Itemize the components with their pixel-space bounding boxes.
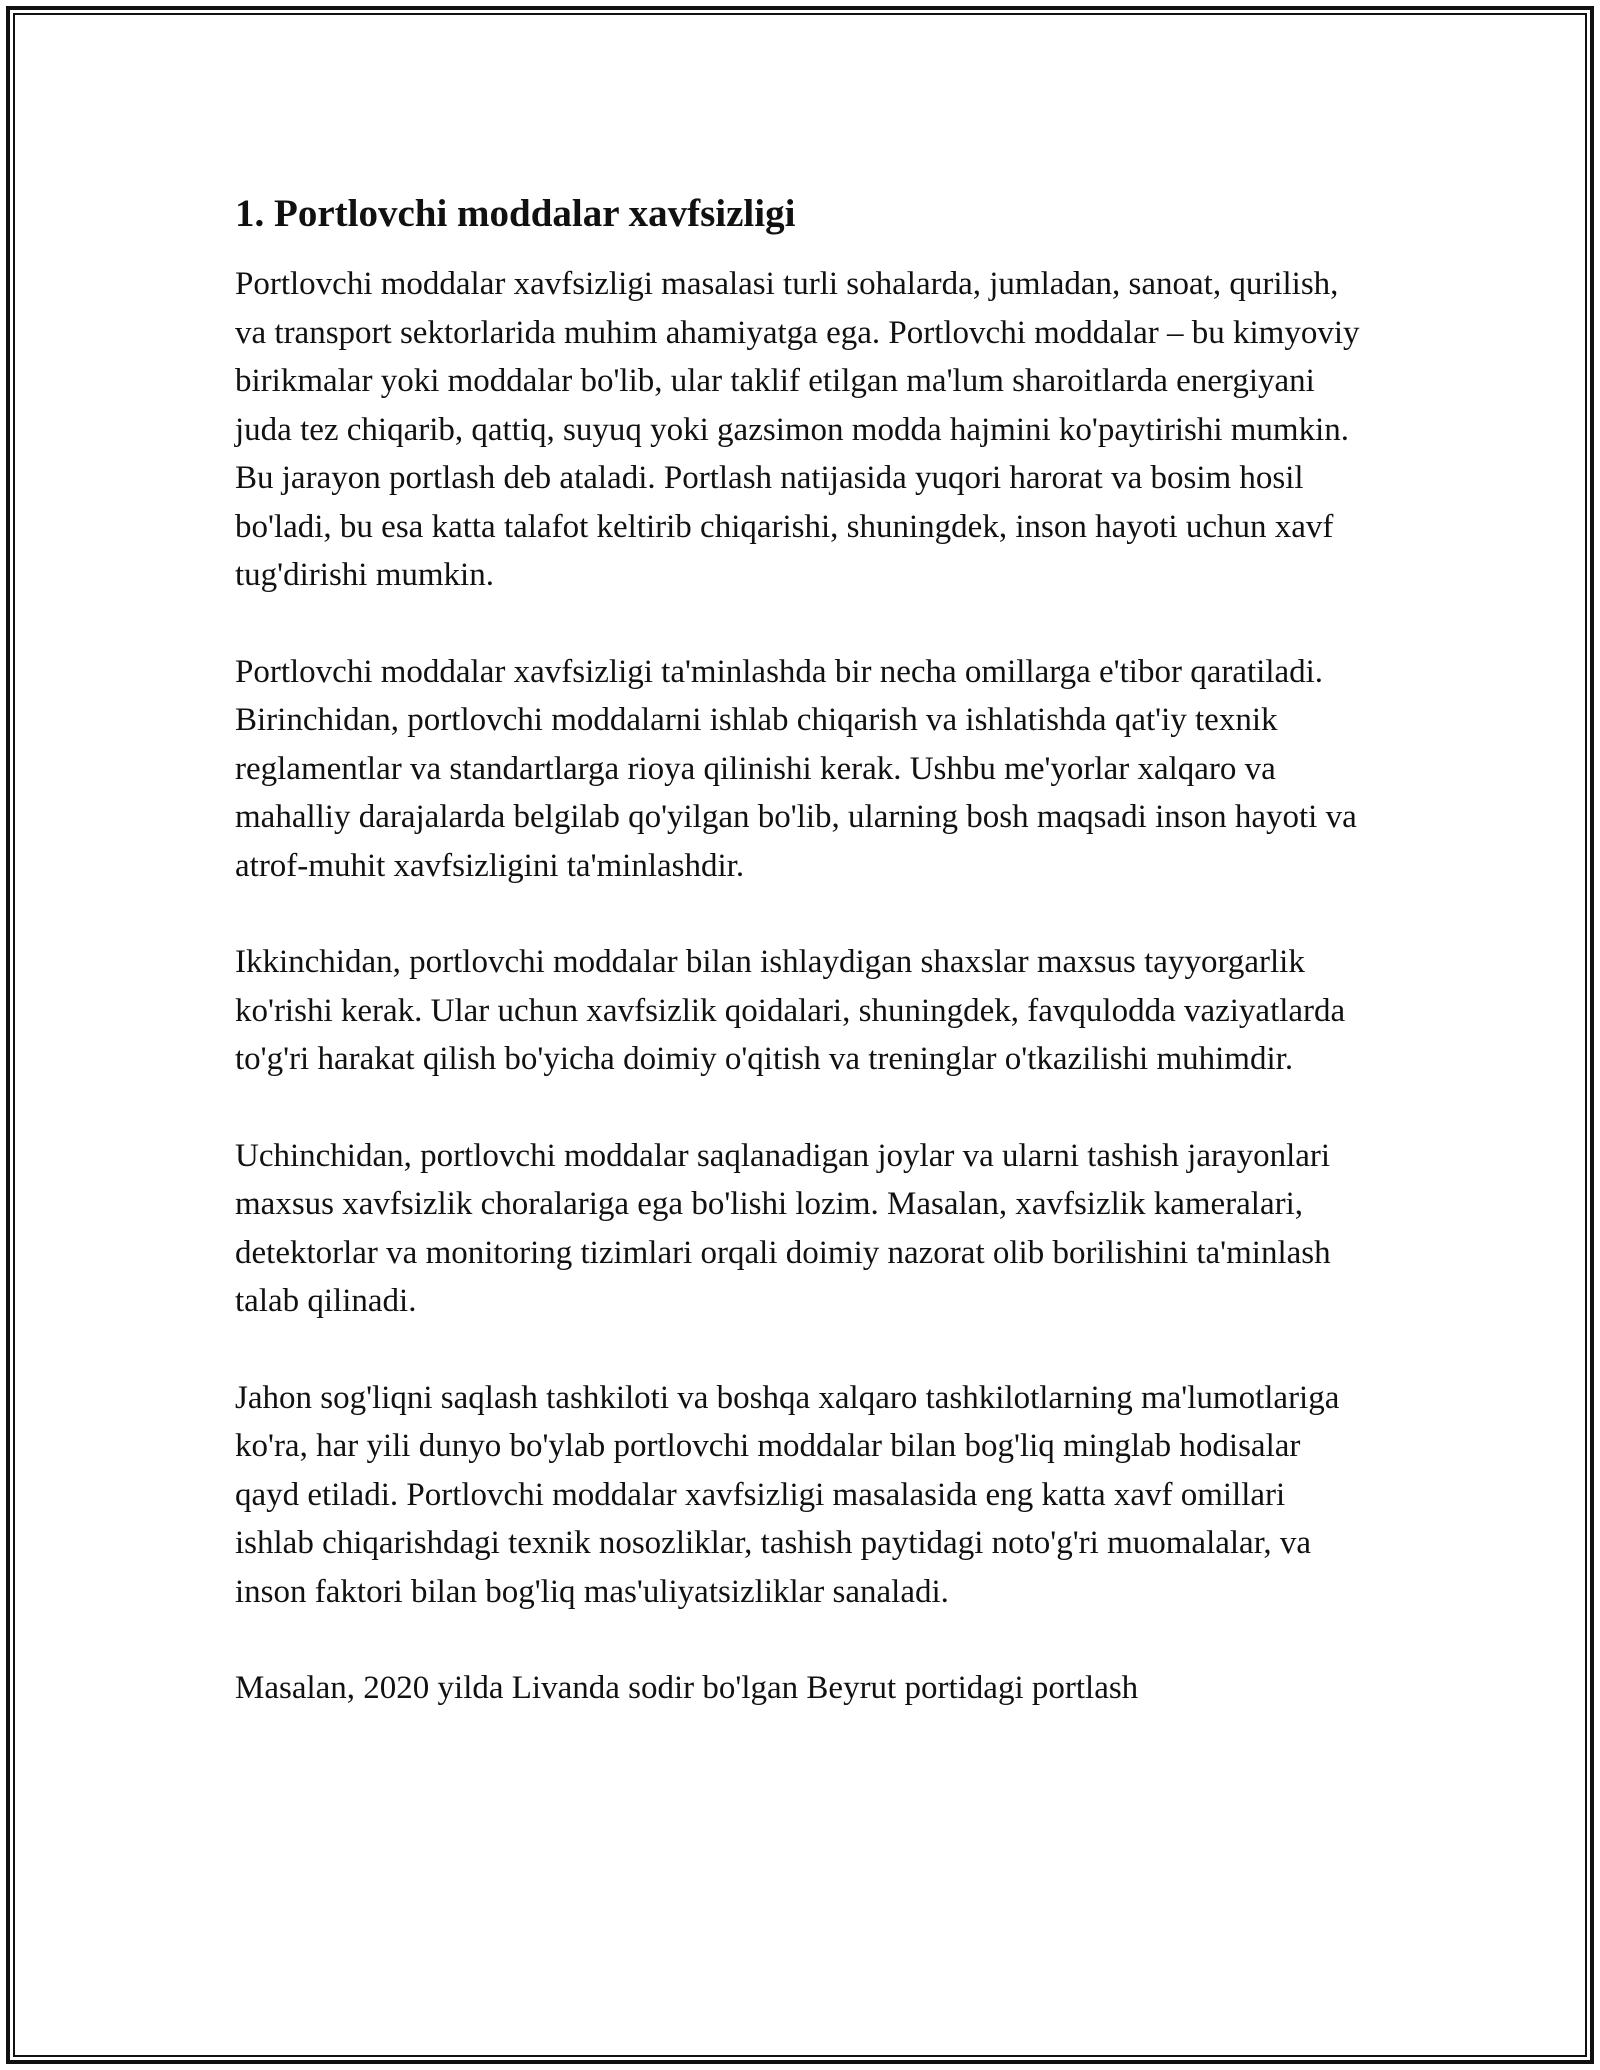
paragraph-training: Ikkinchidan, portlovchi moddalar bilan ishlaydigan shaxslar maxsus tayyorgarlik ko'rishi kerak. Ular uchun xavfsizlik qoidalari, shuningdek, favqulodda vaziyatlarda to'g'ri harakat qilish bo'yicha doimiy o'qitish va treninglar o'tkazilishi muhimdir. [235, 944, 1346, 1077]
paragraph-factors: Portlovchi moddalar xavfsizligi ta'minlashda bir necha omillarga e'tibor qaratiladi. Birinchidan, portlovchi moddalarni ishlab chiqarish va ishlatishda qat'iy texnik reglamentlar va standartlarga rioya qilinishi kerak. Ushbu me'yorlar xalqaro va mahalliy darajalarda belgilab qo'yilgan bo'lib, ularning bosh maqsadi inson hayoti va atrof-muhit xavfsizligini ta'minlashdir. [235, 653, 1357, 884]
section-heading: 1. Portlovchi moddalar xavfsizligi [235, 192, 796, 235]
paragraph-statistics: Jahon sog'liqni saqlash tashkiloti va boshqa xalqaro tashkilotlarning ma'lumotlariga ko'ra, har yili dunyo bo'ylab portlovchi moddalar bilan bog'liq minglab hodisalar qayd etiladi. Portlovchi moddalar xavfsizligi masalasida eng katta xavf omillari ishlab chiqarishdagi texnik nosozliklar, tashish paytidagi noto'g'ri muomalalar, va inson faktori bilan bog'liq mas'uliyatsizliklar sanaladi. [235, 1379, 1340, 1610]
paragraph-intro: Portlovchi moddalar xavfsizligi masalasi turli sohalarda, jumladan, sanoat, qurilish, va transport sektorlarida muhim ahamiyatga ega. Portlovchi moddalar – bu kimyoviy birikmalar yoki moddalar bo'lib, ular taklif etilgan ma'lum sharoitlarda energiyani juda tez chiqarib, qattiq, suyuq yoki gazsimon modda hajmini ko'paytirishi mumkin. Bu jarayon portlash deb ataladi. Portlash natijasida yuqori harorat va bosim hosil bo'ladi, bu esa katta talafot keltirib chiqarishi, shuningdek, inson hayoti uchun xavf tug'dirishi mumkin. [235, 266, 1360, 593]
paragraph-example: Masalan, 2020 yilda Livanda sodir bo'lgan Beyrut portidagi portlash [235, 1670, 1139, 1706]
document-body [235, 188, 1370, 1761]
paragraph-storage: Uchinchidan, portlovchi moddalar saqlanadigan joylar va ularni tashish jarayonlari maxsus xavfsizlik choralariga ega bo'lishi lozim. Masalan, xavfsizlik kameralari, detektorlar va monitoring tizimlari orqali doimiy nazorat olib borilishini ta'minlash talab qilinadi. [235, 1137, 1331, 1319]
